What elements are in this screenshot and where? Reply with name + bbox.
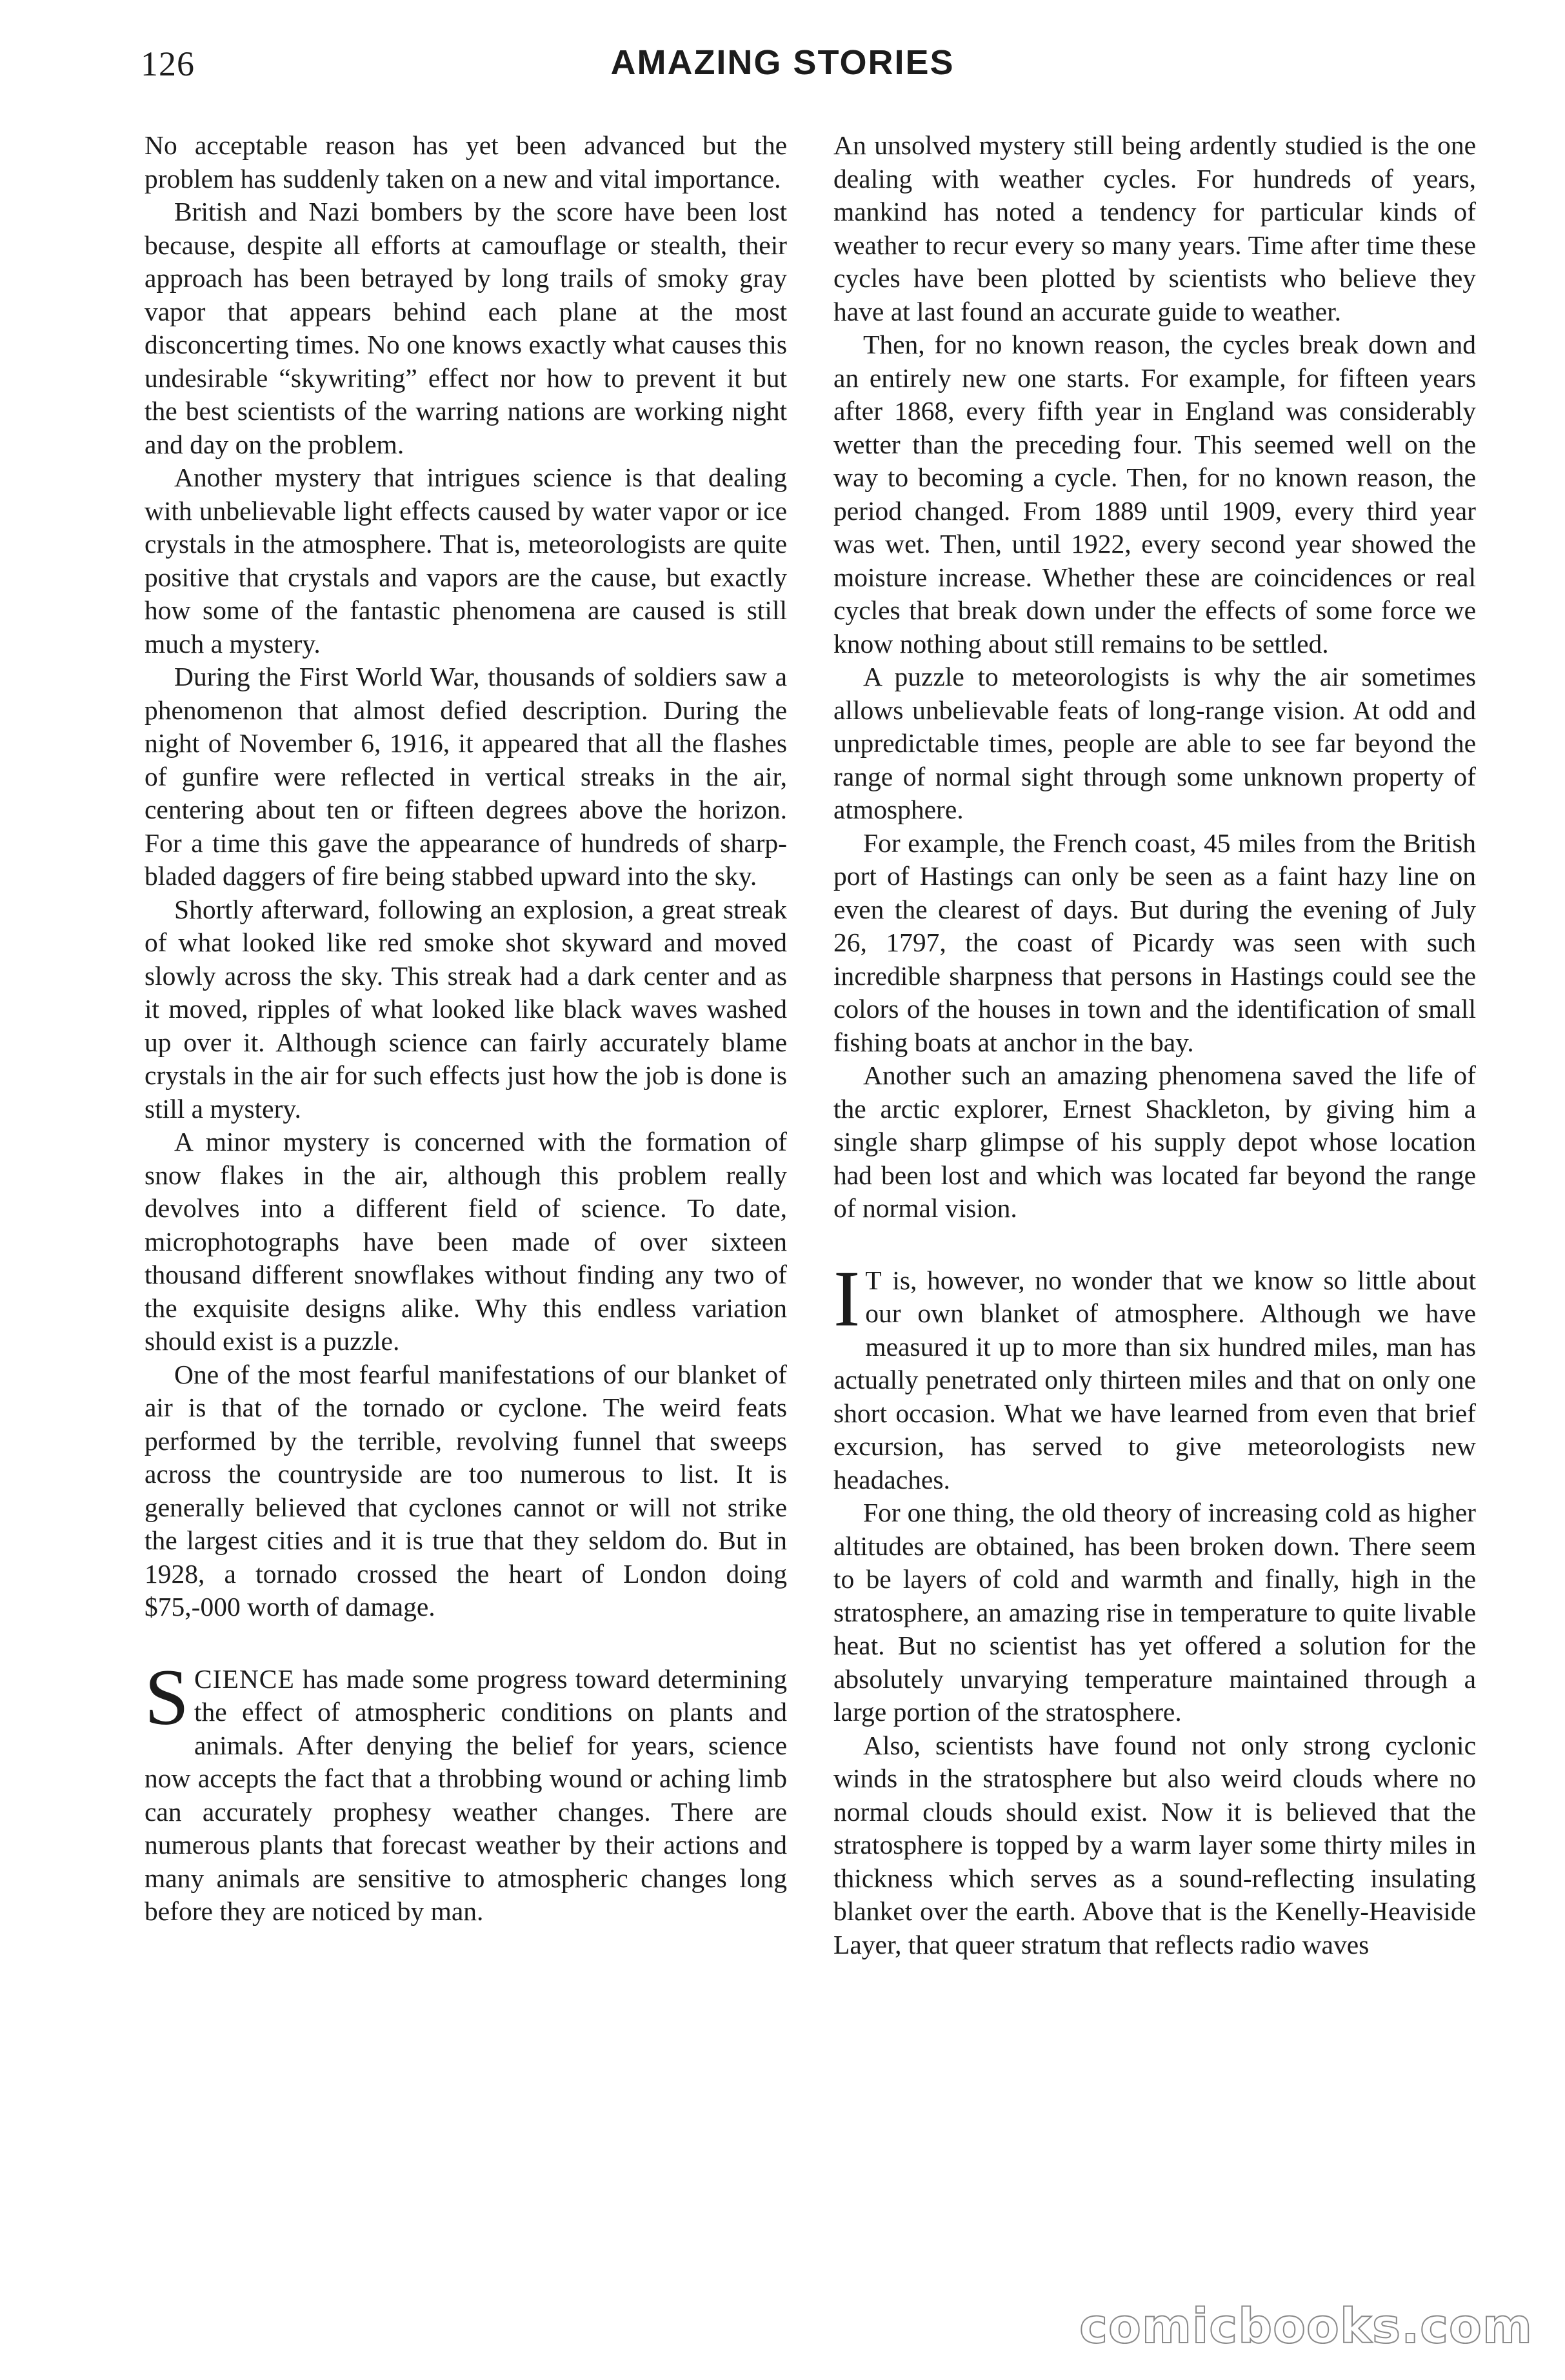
- paragraph: British and Nazi bombers by the score have been lost because, despite all efforts at camouflage or stealth, their approach has been betrayed by long trails of smoky gray vapor that appears behind each plane at the most disconcerting times. No one knows exactly what causes this undesirable “skywriting” effect nor how to prevent it but the best scientists of the warring nations are working night and day on the problem.: [145, 197, 787, 459]
- paragraph: An unsolved mystery still being ardently studied is the one dealing with weather cycles. For hundreds of years, mankind has noted a tendency for particular kinds of weather to recur every so many years. Time after time these cycles have been plotted by scientists who believe they have at last found an accurate guide to weather.: [833, 130, 1476, 326]
- drop-cap: I: [833, 1254, 861, 1343]
- section-opening-paragraph: [145, 1652, 787, 1929]
- drop-cap: S: [145, 1652, 189, 1741]
- section-opening-paragraph: [833, 1254, 1476, 1497]
- right-column: [833, 129, 1476, 1961]
- page-number: 126: [141, 45, 195, 83]
- watermark: comicbooks.com: [1079, 2299, 1533, 2354]
- paragraph: Then, for no known reason, the cycles break down and an entirely new one starts. For example, for fifteen years after 1868, every fifth year in England was considerably wetter than the preceding four. This seemed well on the way to becoming a cycle. Then, for no known reason, the period changed. From 1889 until 1909, every third year was wet. Then, until 1922, every second year showed the moisture increase. Whether these are coincidences or real cycles that break down under the effects of some force we know nothing about still remains to be settled.: [833, 330, 1476, 659]
- paragraph: During the First World War, thousands of soldiers saw a phenomenon that almost defied description. During the night of November 6, 1916, it appeared that all the flashes of gunfire were reflected in vertical streaks in the air, centering about ten or fifteen degrees above the horizon. For a time this gave the appearance of hundreds of sharp-bladed daggers of fire being stabbed upward into the sky.: [145, 662, 787, 891]
- paragraph-text: has made some progress toward determining the effect of atmospheric conditions on plants and animals. After denying the belief for years, science now accepts the fact that a throbbing wound or aching limb can accurately prophesy weather changes. There are numerous plants that forecast weather by their actions and many animals are sensitive to atmospheric changes long before they are noticed by man.: [145, 1663, 787, 1926]
- paragraph: Another such an amazing phenomena saved the life of the arctic explorer, Ernest Shackleton, by giving him a single sharp glimpse of his supply depot whose location had been lost and which was located far beyond the range of normal vision.: [833, 1060, 1476, 1223]
- paragraph-text: is, however, no wonder that we know so little about our own blanket of atmosphere. Although we have measured it up to more than six hundred miles, man has actually penetrated only thirteen miles and that on only one short occasion. What we have learned from even that brief excursion, has served to give meteorologists new headaches.: [833, 1265, 1476, 1494]
- paragraph: Another mystery that intrigues science is that dealing with unbelievable light effects caused by water vapor or ice crystals in the atmosphere. That is, meteorologists are quite positive that crystals and vapors are the cause, but exactly how some of the fantastic phenomena are caused is still much a mystery.: [145, 462, 787, 659]
- running-title: AMAZING STORIES: [610, 43, 955, 82]
- paragraph: A puzzle to meteorologists is why the air sometimes allows unbelievable feats of long-range vision. At odd and unpredictable times, people are able to see far beyond the range of normal sight through some unknown property of atmosphere.: [833, 662, 1476, 824]
- paragraph: For example, the French coast, 45 miles from the British port of Hastings can only be seen as a faint hazy line on even the clearest of days. But during the evening of July 26, 1797, the coast of Picardy was seen with such incredible sharpness that persons in Hastings could see the colors of the houses in town and the identification of small fishing boats at anchor in the bay.: [833, 828, 1476, 1057]
- paragraph: One of the most fearful manifestations of our blanket of air is that of the tornado or cyclone. The weird feats performed by the terrible, revolving funnel that sweeps across the countryside are too numerous to list. It is generally believed that cyclones cannot or will not strike the largest cities and it is true that they seldom do. But in 1928, a tornado crossed the heart of London doing $75,-000 worth of damage.: [145, 1359, 787, 1621]
- paragraph: Also, scientists have found not only strong cyclonic winds in the stratosphere but also weird clouds where no normal clouds should exist. Now it is believed that the stratosphere is topped by a warm layer some thirty miles in thickness which serves as a sound-reflecting insulating blanket over the earth. Above that is the Kenelly-Heaviside Layer, that queer stratum that reflects radio waves: [833, 1730, 1476, 1959]
- paragraph: No acceptable reason has yet been advanced but the problem has suddenly taken on a new and vital importance.: [145, 130, 787, 193]
- lead-in-caps: CIENCE: [194, 1663, 295, 1694]
- lead-in-caps: T: [865, 1265, 882, 1295]
- paragraph: A minor mystery is concerned with the formation of snow flakes in the air, although this problem really devolves into a different field of science. To date, microphotographs have been made of over sixteen thousand different snowflakes without finding any two of the exquisite designs alike. Why this endless variation should exist is a puzzle.: [145, 1127, 787, 1356]
- left-column: [145, 129, 787, 1929]
- paragraph: For one thing, the old theory of increasing cold as higher altitudes are obtained, has been broken down. There seem to be layers of cold and warmth and finally, high in the stratosphere, an amazing rise in temperature to quite livable heat. But no scientist has yet offered a solution for the absolutely unvarying temperature maintained through a large portion of the stratosphere.: [833, 1498, 1476, 1727]
- paragraph: Shortly afterward, following an explosion, a great streak of what looked like red smoke shot skyward and moved slowly across the sky. This streak had a dark center and as it moved, ripples of what looked like black waves washed up over it. Although science can fairly accurately blame crystals in the air for such effects just how the job is done is still a mystery.: [145, 894, 787, 1124]
